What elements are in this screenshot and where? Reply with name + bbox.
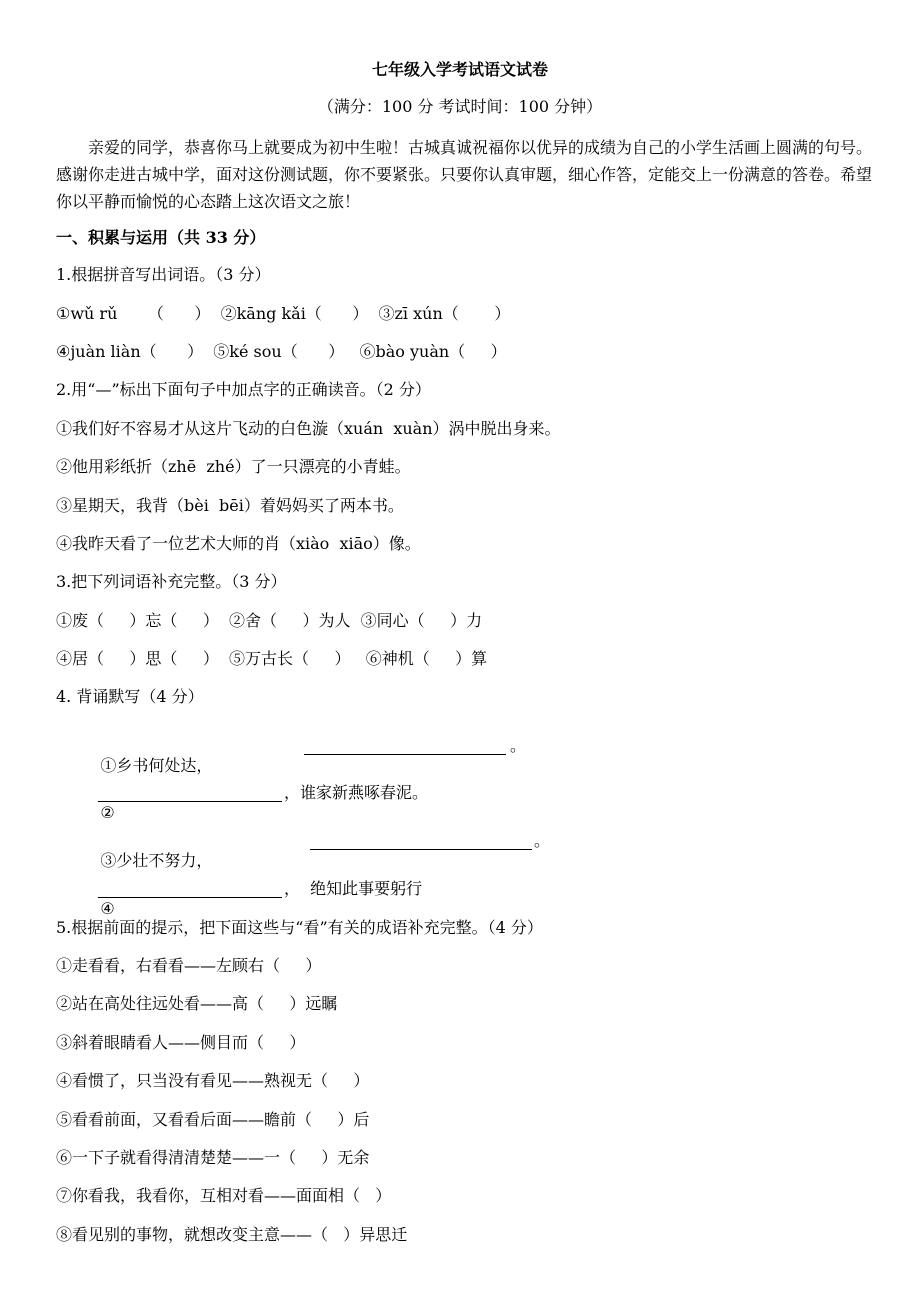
q2-item: ②他用彩纸折（zhē zhé）了一只漂亮的小青蛙。 — [56, 457, 411, 476]
q2-item: ④我昨天看了一位艺术大师的肖（xiào xiāo）像。 — [56, 534, 421, 553]
q1-stem: 1.根据拼音写出词语。（3 分） — [56, 265, 271, 284]
page-title: 七年级入学考试语文试卷 — [371, 60, 548, 79]
q5-item: ②站在高处往远处看——高（ ）远瞩 — [56, 994, 338, 1013]
q5-item: ③斜着眼睛看人——侧目而（ ） — [56, 1033, 306, 1052]
answer-blank[interactable] — [98, 785, 282, 802]
q3-row-1: ①废（ ）忘（ ） ②舍（ ）为人 ③同心（ ）力 — [56, 611, 483, 630]
q2-item: ①我们好不容易才从这片飞动的白色漩（xuán xuàn）涡中脱出身来。 — [56, 419, 561, 438]
q5-item: ①走看看，右看看——左顾右（ ） — [56, 956, 322, 975]
q4-line-3-text: ③少壮不努力， — [100, 851, 213, 870]
q5-item: ⑤看看前面，又看看后面——瞻前（ ）后 — [56, 1110, 370, 1129]
answer-blank[interactable] — [304, 738, 506, 755]
q5-item: ⑧看见别的事物，就想改变主意——（ ）异思迁 — [56, 1225, 408, 1244]
q4-line-3-end: 。 — [534, 831, 551, 850]
answer-blank[interactable] — [98, 881, 282, 898]
q5-stem: 5.根据前面的提示，把下面这些与“看”有关的成语补充完整。（4 分） — [56, 918, 543, 937]
q3-row-2: ④居（ ）思（ ） ⑤万古长（ ） ⑥神机（ ）算 — [56, 649, 488, 668]
q1-row-1: ①wǔ rǔ （ ） ②kāng kǎi（ ） ③zī xún（ ） — [56, 304, 511, 323]
q4-line-4-end: ， 绝知此事要躬行 — [284, 879, 423, 898]
page-subtitle: （满分：100 分 考试时间：100 分钟） — [317, 97, 603, 116]
q5-item: ⑦你看我，我看你，互相对看——面面相（ ） — [56, 1186, 392, 1205]
q4-line-1-end: 。 — [510, 736, 527, 755]
q2-stem: 2.用“—”标出下面句子中加点字的正确读音。（2 分） — [56, 380, 431, 399]
q4-stem: 4. 背诵默写（4 分） — [56, 687, 204, 706]
intro-paragraph: 亲爱的同学，恭喜你马上就要成为初中生啦！古城真诚祝福你以优异的成绩为自己的小学生活画上圆满的句号。感谢你走进古城中学，面对这份测试题，你不要紧张。只要你认真审题，细心作答，定能交上一份满意的答卷。希望你以平静而愉悦的心态踏上这次语文之旅！ — [56, 138, 873, 211]
q1-row-2: ④juàn liàn（ ） ⑤ké sou（ ） ⑥bào yuàn（ ） — [56, 342, 507, 361]
q4-line-1-text: ①乡书何处达， — [100, 756, 213, 775]
q3-stem: 3.把下列词语补充完整。（3 分） — [56, 572, 287, 591]
answer-blank[interactable] — [310, 833, 532, 850]
q4-line-2-end: ，谁家新燕啄春泥。 — [284, 783, 429, 802]
q4-line-4-text: ④ — [100, 899, 115, 918]
q4-line-2-text: ② — [100, 803, 115, 822]
q2-item: ③星期天，我背（bèi bēi）着妈妈买了两本书。 — [56, 496, 404, 515]
section-heading: 一、积累与运用（共 33 分） — [56, 228, 266, 247]
q5-item: ⑥一下子就看得清清楚楚——一（ ）无余 — [56, 1148, 370, 1167]
q5-item: ④看惯了，只当没有看见——熟视无（ ） — [56, 1071, 370, 1090]
